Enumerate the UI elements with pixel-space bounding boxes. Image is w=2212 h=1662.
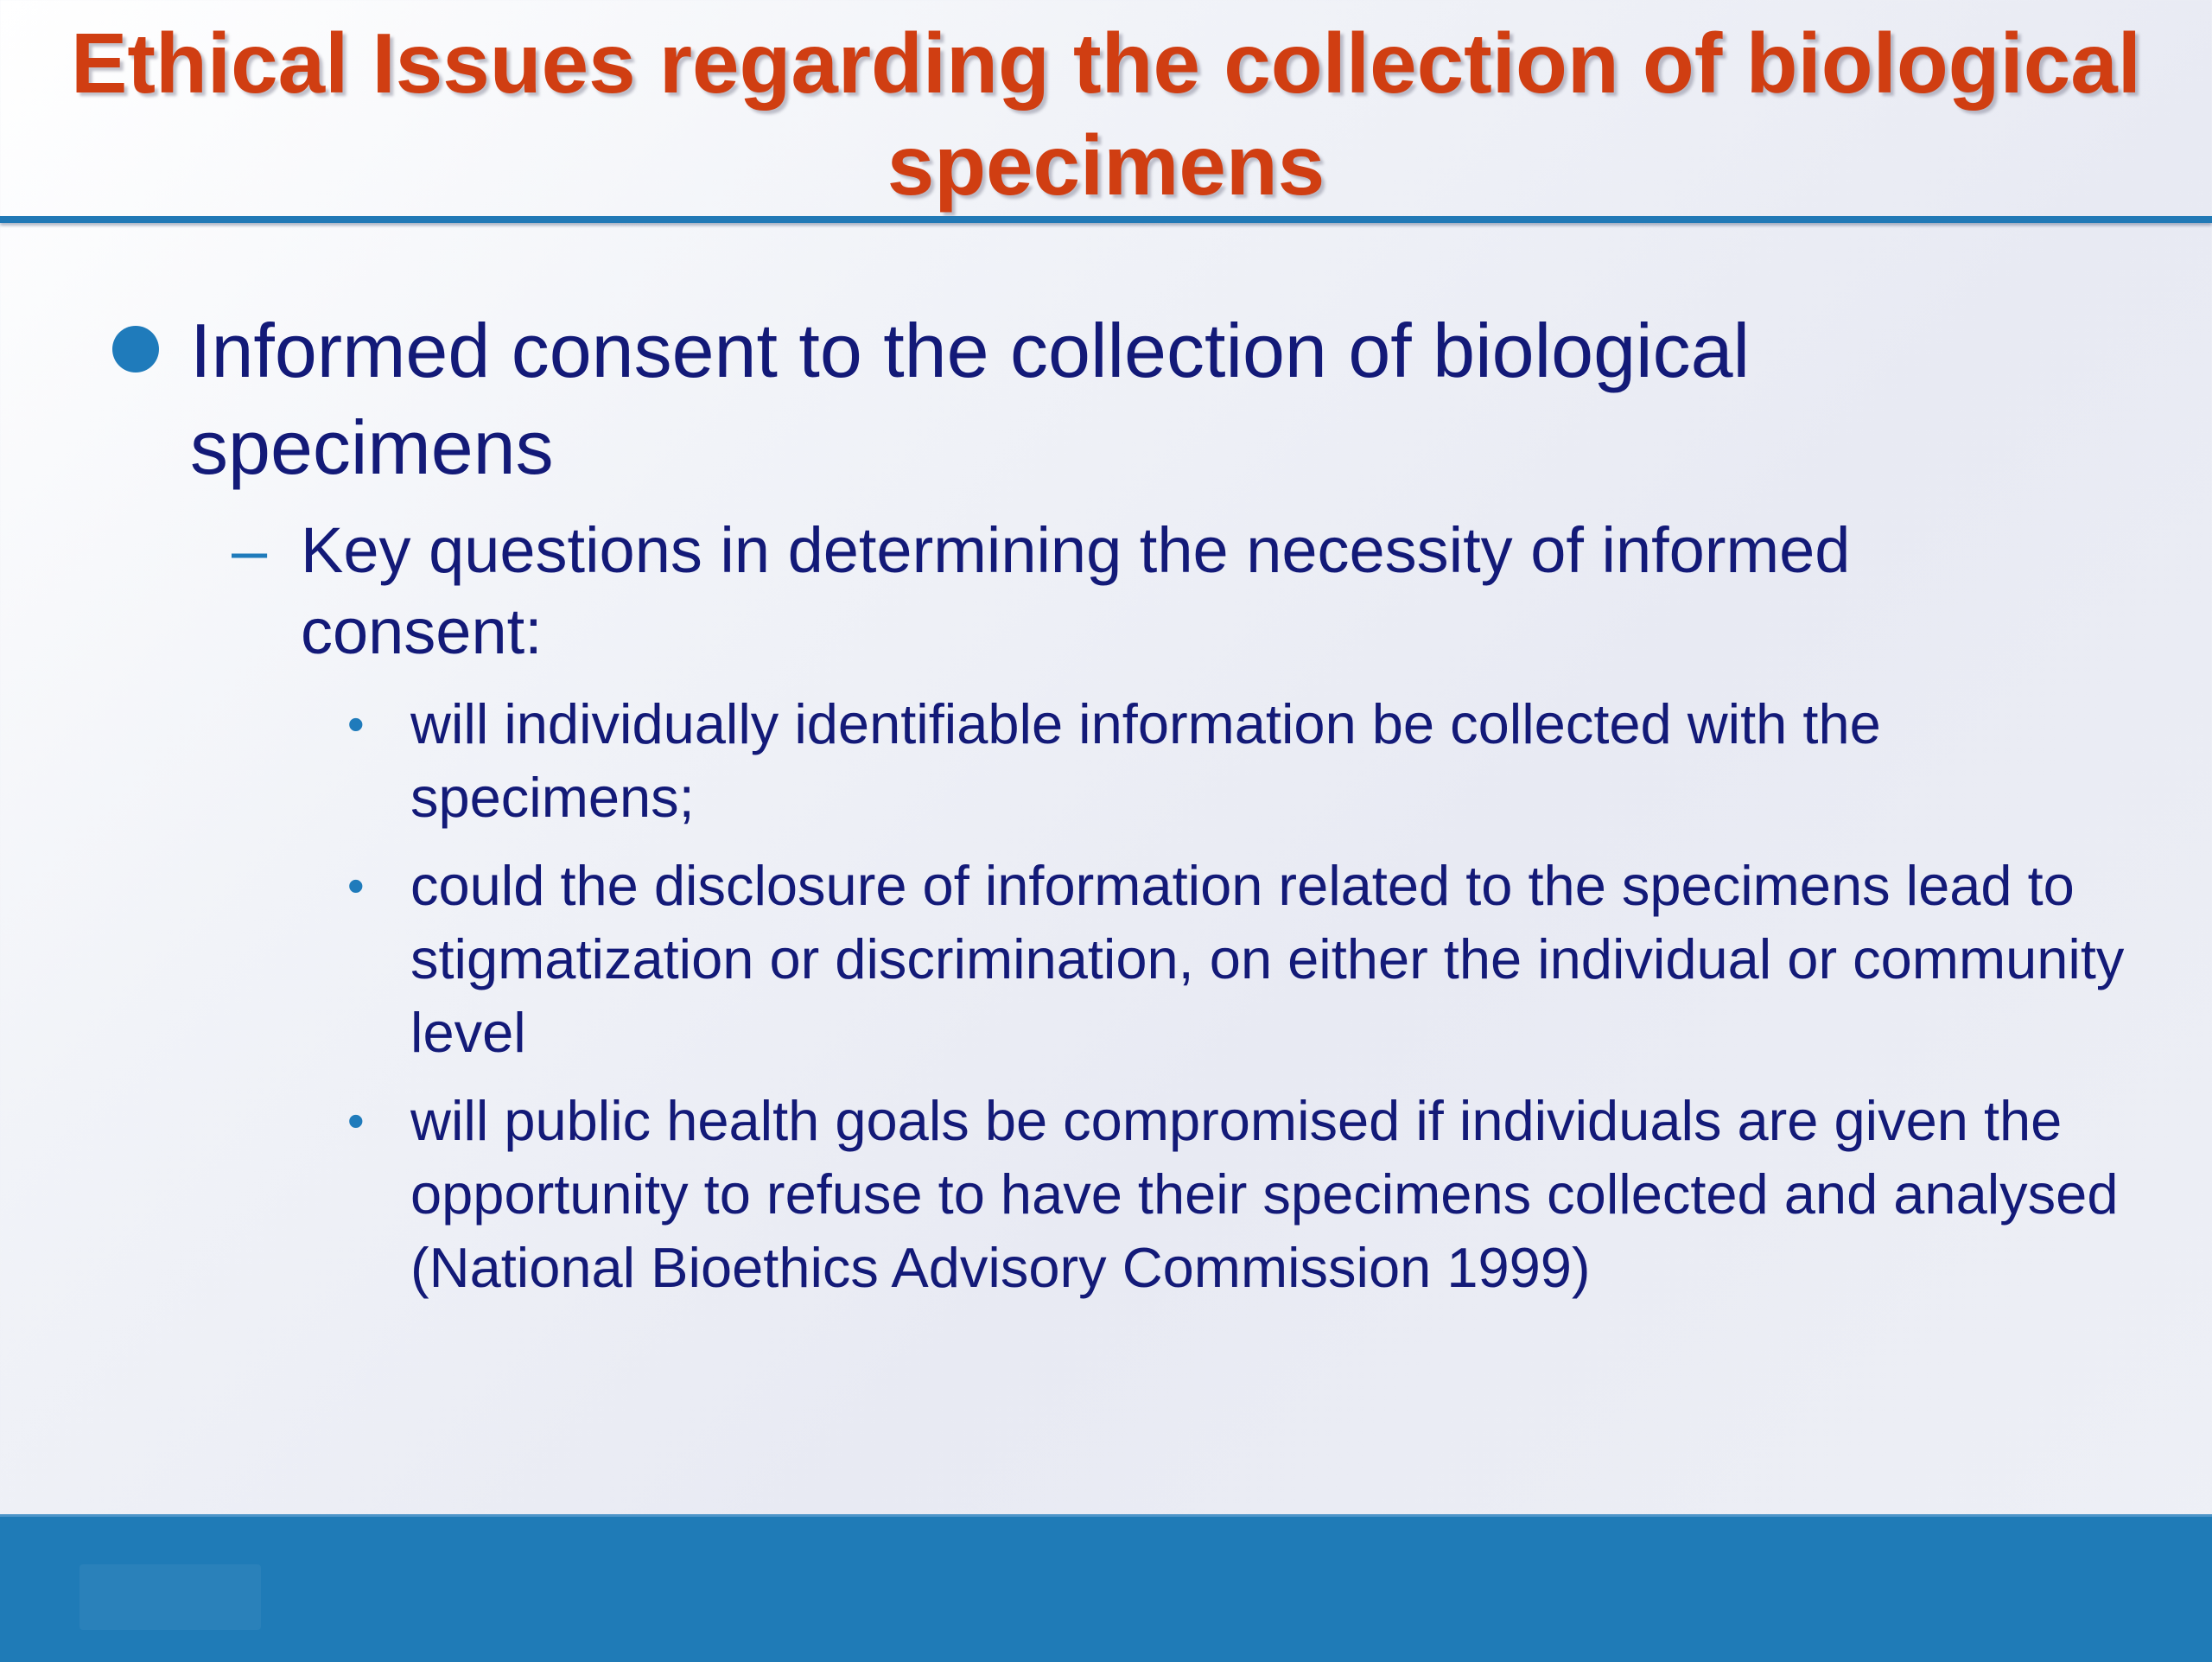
title-divider — [0, 216, 2212, 223]
footer-logo — [79, 1564, 261, 1630]
level2-dash-icon: – — [232, 514, 268, 586]
question-item: could the disclosure of information related to the specimens lead to stigmatization or discrimination, on either the individual or community level — [410, 854, 2125, 1064]
slide-title: Ethical Issues regarding the collection of biological specimens — [70, 16, 2142, 213]
level3-bullet-icon: • — [347, 858, 365, 913]
question-item: will individually identifiable information be collected with the specimens; — [410, 692, 1881, 829]
question-item: will public health goals be compromised if individuals are given the opportunity to refuse to have their specimens collected and analysed (National Bioethics Advisory Commission 1999) — [410, 1089, 2119, 1299]
sub-point: Key questions in determining the necessity of informed consent: — [301, 514, 1851, 667]
main-point: Informed consent to the collection of biological specimens — [190, 308, 1751, 490]
level3-bullet-icon: • — [347, 697, 365, 751]
footer-bar — [0, 1514, 2212, 1662]
level1-bullet-icon — [112, 326, 159, 373]
level3-bullet-icon: • — [347, 1093, 365, 1148]
